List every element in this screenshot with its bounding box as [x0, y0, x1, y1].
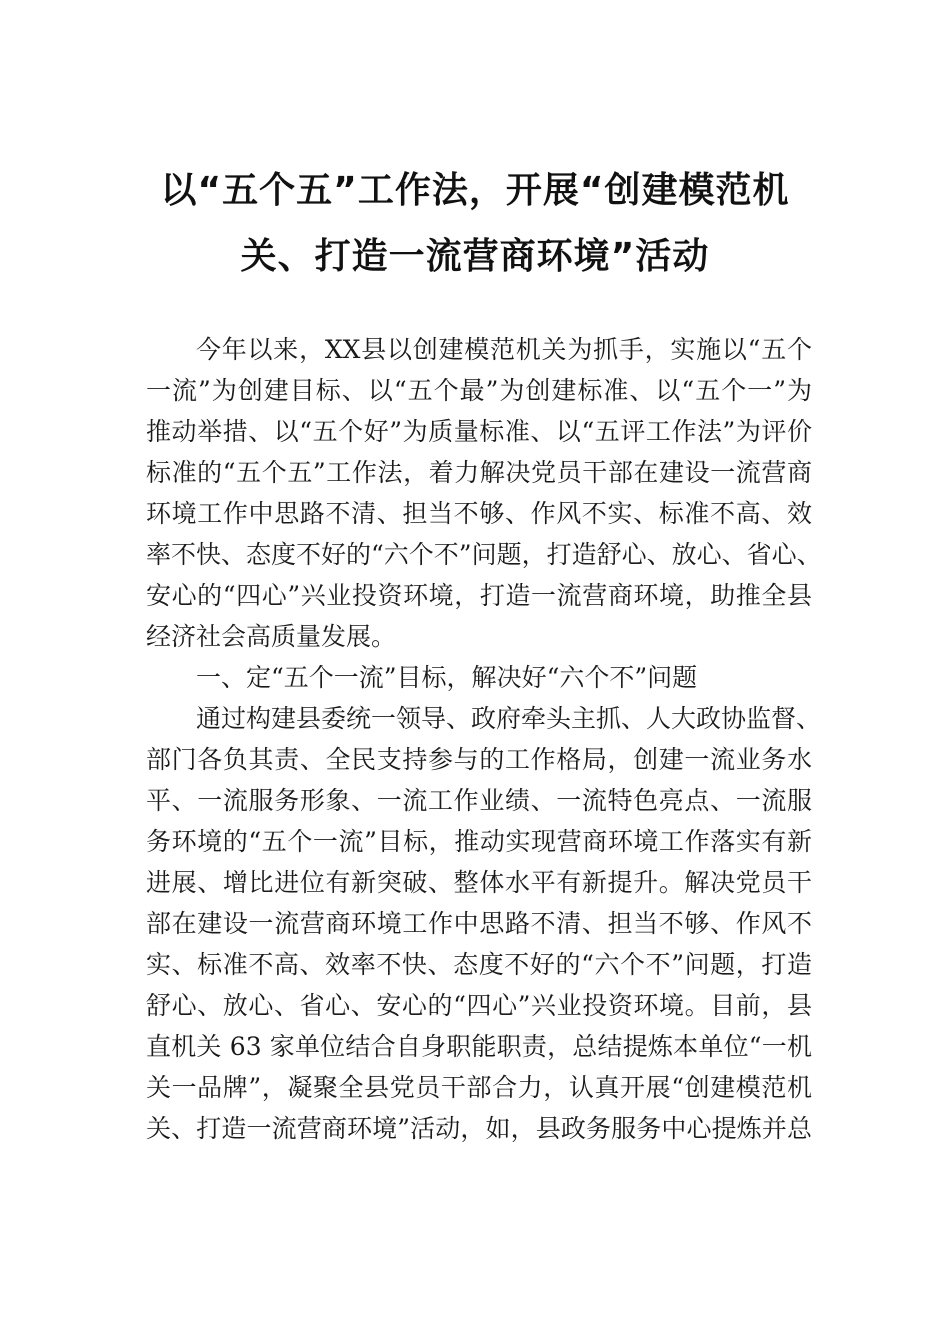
- section-heading-1: 一、定“五个一流”目标，解决好“六个不”问题: [196, 663, 698, 692]
- paragraph-2-line-7: 实、标准不高、效率不快、态度不好的“六个不”问题，打造: [146, 950, 812, 979]
- paragraph-1-line-1: 今年以来，XX县以创建模范机关为抓手，实施以“五个: [196, 335, 812, 364]
- paragraph-1-line-2: 一流”为创建目标、以“五个最”为创建标准、以“五个一”为: [146, 376, 812, 405]
- paragraph-2-line-9: 直机关 63 家单位结合自身职能职责，总结提炼本单位“一机: [146, 1032, 812, 1061]
- paragraph-2-line-5: 进展、增比进位有新突破、整体水平有新提升。解决党员干: [146, 868, 812, 897]
- paragraph-2-line-8: 舒心、放心、省心、安心的“四心”兴业投资环境。目前，县: [146, 991, 812, 1020]
- paragraph-1-line-4: 标准的“五个五”工作法，着力解决党员干部在建设一流营商: [146, 458, 812, 487]
- document-title-line-2: 关、打造一流营商环境”活动: [240, 236, 710, 277]
- paragraph-1-line-6: 率不快、态度不好的“六个不”问题，打造舒心、放心、省心、: [146, 540, 822, 569]
- paragraph-1-line-8: 经济社会高质量发展。: [146, 622, 397, 651]
- document-title-line-1: 以“五个五”工作法，开展“创建模范机: [160, 170, 790, 211]
- paragraph-2-line-2: 部门各负其责、全民支持参与的工作格局，创建一流业务水: [146, 745, 812, 774]
- paragraph-2-line-10: 关一品牌”，凝聚全县党员干部合力，认真开展“创建模范机: [146, 1073, 812, 1102]
- paragraph-1-line-5: 环境工作中思路不清、担当不够、作风不实、标准不高、效: [146, 499, 812, 528]
- paragraph-2-line-6: 部在建设一流营商环境工作中思路不清、担当不够、作风不: [146, 909, 812, 938]
- paragraph-1-line-3: 推动举措、以“五个好”为质量标准、以“五评工作法”为评价: [146, 417, 812, 446]
- paragraph-2-line-4: 务环境的“五个一流”目标，推动实现营商环境工作落实有新: [146, 827, 812, 856]
- paragraph-2-line-1: 通过构建县委统一领导、政府牵头主抓、人大政协监督、: [196, 704, 822, 733]
- paragraph-2-line-3: 平、一流服务形象、一流工作业绩、一流特色亮点、一流服: [146, 786, 812, 815]
- paragraph-1-line-7: 安心的“四心”兴业投资环境，打造一流营商环境，助推全县: [146, 581, 812, 610]
- paragraph-2-line-11: 关、打造一流营商环境”活动，如，县政务服务中心提炼并总: [146, 1114, 812, 1143]
